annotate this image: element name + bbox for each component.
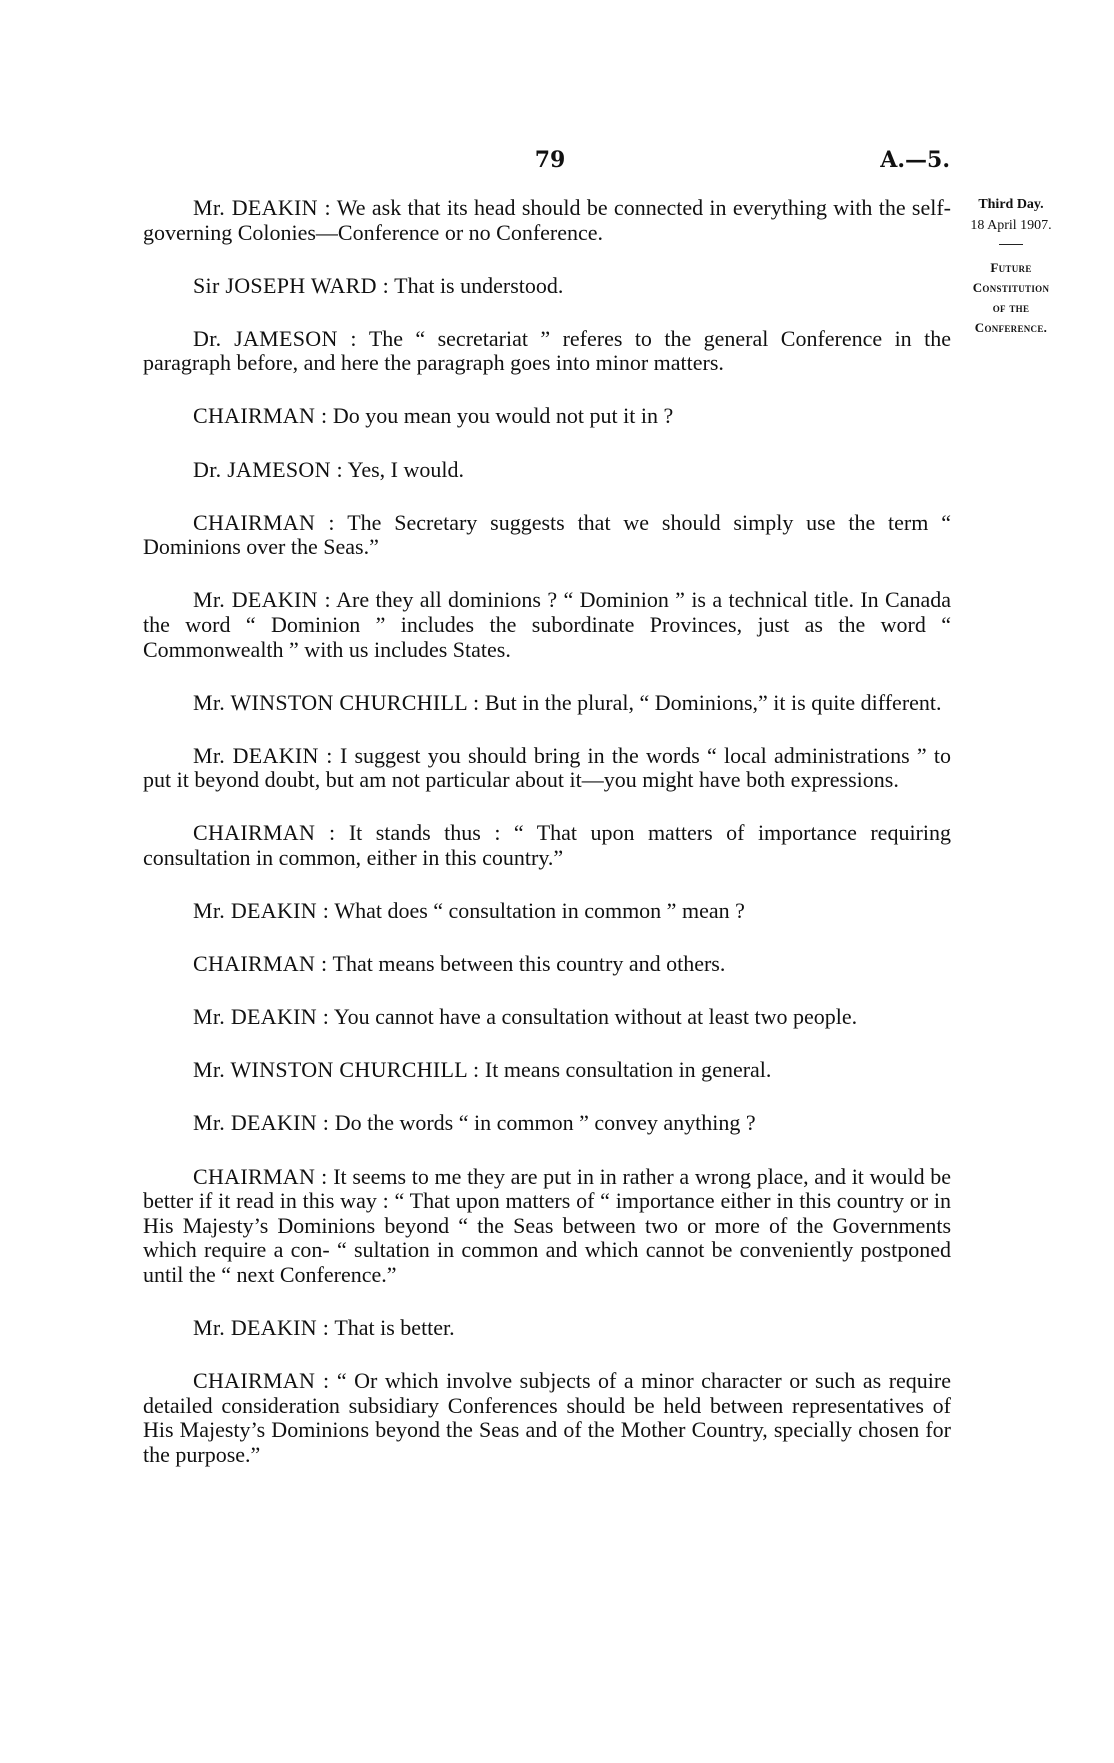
speech-text: It means consultation in general. [484, 1057, 772, 1083]
speech-text: Yes, I would. [347, 456, 465, 482]
speaker-name: Mr. WINSTON CHURCHILL : [193, 1057, 480, 1083]
speaker-name: Mr. DEAKIN : [193, 587, 331, 613]
transcript-paragraph [143, 952, 951, 977]
speech-text: That is understood. [394, 272, 564, 298]
transcript-paragraph [143, 1316, 951, 1341]
sidenote-subject-line: Conference. [974, 320, 1048, 335]
document-reference: A.—5. [880, 147, 950, 173]
speaker-name: CHAIRMAN : [193, 1163, 328, 1189]
transcript-body [143, 196, 951, 1496]
transcript-paragraph [143, 588, 951, 662]
sidenote-subject-line: Future [990, 260, 1032, 275]
sidenote-day: Third Day. [978, 197, 1044, 212]
sidenote-subject [946, 258, 1076, 338]
speech-text: Do the words “ in common ” convey anything ? [334, 1110, 756, 1136]
speaker-name: Dr. JAMESON : [193, 325, 357, 351]
transcript-paragraph [143, 1369, 951, 1467]
sidenote-divider [999, 244, 1023, 245]
speech-text: It stands thus : “ That upon matters of importance requiring consultation in common, either in this country.” [143, 820, 951, 870]
speech-text: It seems to me they are put in in rather a wrong place, and it would be better if it read in this way : “ That upon matters of “ importance either in this country or in His Majesty’s Dominions beyond “ the Seas between two or more of the Governments which require a con- “ sultation in common and which cannot be conveniently postponed until the “ next Conference.” [143, 1163, 951, 1287]
speech-text: I suggest you should bring in the words “ local administrations ” to put it beyond doubt, but am not particular about it—you might have both expressions. [143, 742, 952, 793]
speech-text: Are they all dominions ? “ Dominion ” is a technical title. In Canada the word “ Dominion ” includes the subordinate Provinces, just as the word “ Commonwealth ” with us includes States. [143, 587, 951, 662]
sidenote-subject-line: Constitution [972, 280, 1050, 295]
speech-text: Do you mean you would not put it in ? [332, 403, 674, 429]
speaker-name: Mr. WINSTON CHURCHILL : [193, 689, 480, 715]
speaker-name: Mr. DEAKIN : [193, 898, 330, 924]
transcript-paragraph [143, 327, 951, 376]
transcript-paragraph [143, 274, 951, 299]
speech-text: What does “ consultation in common ” mean ? [334, 898, 745, 924]
speech-text: “ Or which involve subjects of a minor character or such as require detailed consideration subsidiary Conferences should be held between representatives of His Majesty’s Dominions beyond the Seas and of the Mother Country, specially chosen for the purpose.” [143, 1368, 951, 1467]
transcript-paragraph [143, 458, 951, 483]
speaker-name: Sir JOSEPH WARD : [193, 272, 390, 298]
transcript-paragraph [143, 1058, 951, 1083]
transcript-paragraph [143, 899, 951, 924]
sidenote-date: 18 April 1907. [970, 218, 1052, 233]
transcript-paragraph [143, 691, 951, 716]
transcript-paragraph [143, 1165, 951, 1288]
speech-text: That is better. [334, 1315, 455, 1341]
speaker-name: Mr. DEAKIN : [193, 195, 331, 220]
speaker-name: Mr. DEAKIN : [193, 1315, 330, 1341]
page-number: 79 [534, 147, 566, 173]
transcript-paragraph [143, 1005, 951, 1030]
speaker-name: Mr. DEAKIN : [193, 1004, 330, 1030]
speaker-name: CHAIRMAN : [193, 1368, 330, 1394]
transcript-paragraph [143, 744, 951, 793]
speaker-name: CHAIRMAN : [193, 403, 328, 429]
speech-text: You cannot have a consultation without at least two people. [333, 1004, 858, 1030]
speaker-name: CHAIRMAN : [193, 820, 336, 846]
transcript-paragraph [143, 1111, 951, 1136]
speaker-name: Mr. DEAKIN : [193, 1110, 330, 1136]
speech-text: The “ secretariat ” referes to the general Conference in the paragraph before, and here the paragraph goes into minor matters. [143, 325, 951, 376]
speaker-name: Dr. JAMESON : [193, 456, 343, 482]
speaker-name: Mr. DEAKIN : [193, 742, 333, 768]
transcript-paragraph [143, 511, 951, 560]
speech-text: That means between this country and others. [332, 951, 726, 977]
speech-text: We ask that its head should be connected in everything with the self-governing Colonies—Conference or no Conference. [143, 195, 952, 245]
speaker-name: CHAIRMAN : [193, 509, 335, 535]
speaker-name: CHAIRMAN : [193, 951, 328, 977]
speech-text: The Secretary suggests that we should simply use the term “ Dominions over the Seas.” [143, 509, 951, 560]
transcript-paragraph [143, 404, 951, 429]
speech-text: But in the plural, “ Dominions,” it is quite different. [484, 689, 942, 715]
transcript-paragraph [143, 821, 951, 870]
sidenote-subject-line: of the [992, 300, 1030, 315]
transcript-paragraph [143, 196, 951, 245]
